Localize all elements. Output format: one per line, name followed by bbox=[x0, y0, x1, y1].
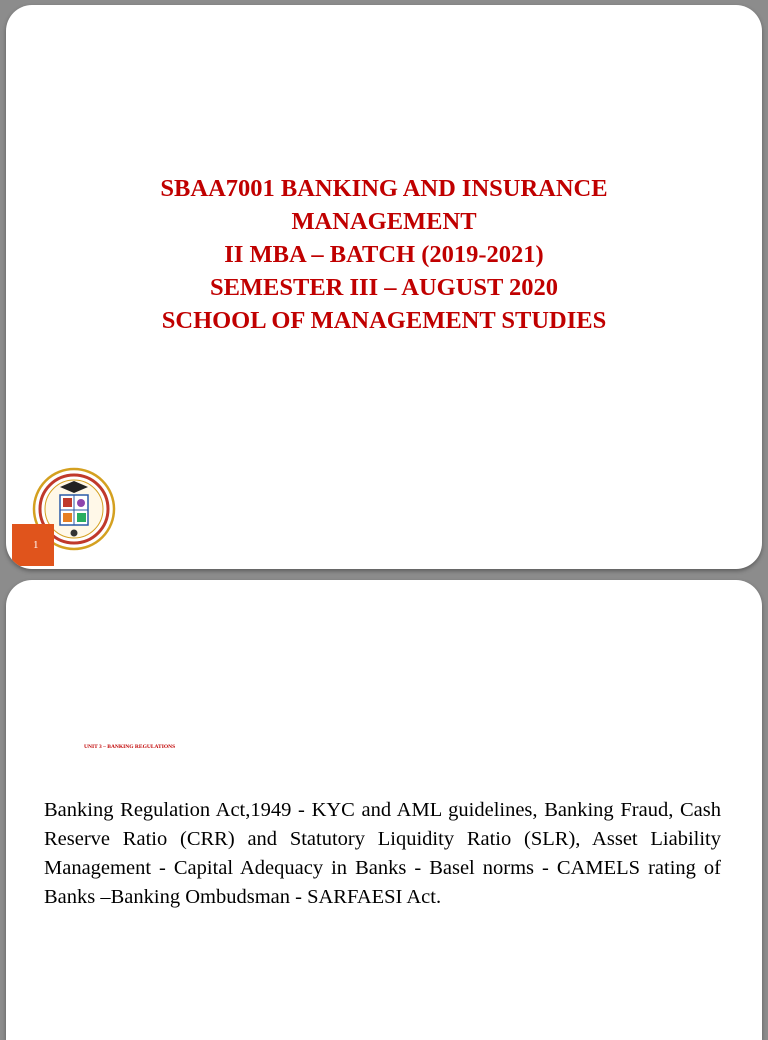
title-line-5: SCHOOL OF MANAGEMENT STUDIES bbox=[161, 307, 607, 334]
slide-title bbox=[6, 172, 762, 337]
title-line-1: SBAA7001 BANKING AND INSURANCE bbox=[160, 175, 608, 202]
slide-number-badge: 1 bbox=[12, 524, 54, 566]
title-line-3: II MBA – BATCH (2019-2021) bbox=[224, 241, 544, 268]
slide-1 bbox=[6, 5, 762, 569]
unit-heading: UNIT 3 – BANKING REGULATIONS bbox=[84, 744, 176, 750]
title-line-4: SEMESTER III – AUGUST 2020 bbox=[209, 274, 559, 301]
slide-2 bbox=[6, 580, 762, 1040]
syllabus-text: Banking Regulation Act,1949 - KYC and AML guidelines, Banking Fraud, Cash Reserve Ratio (CRR) and Statutory Liquidity Ratio (SLR), Asset Liability Management - Capital Adequacy in Banks - Basel norms - CAMELS rating of Banks –Banking Ombudsman - SARFAESI Act. bbox=[44, 799, 721, 908]
title-line-2: MANAGEMENT bbox=[291, 208, 477, 235]
